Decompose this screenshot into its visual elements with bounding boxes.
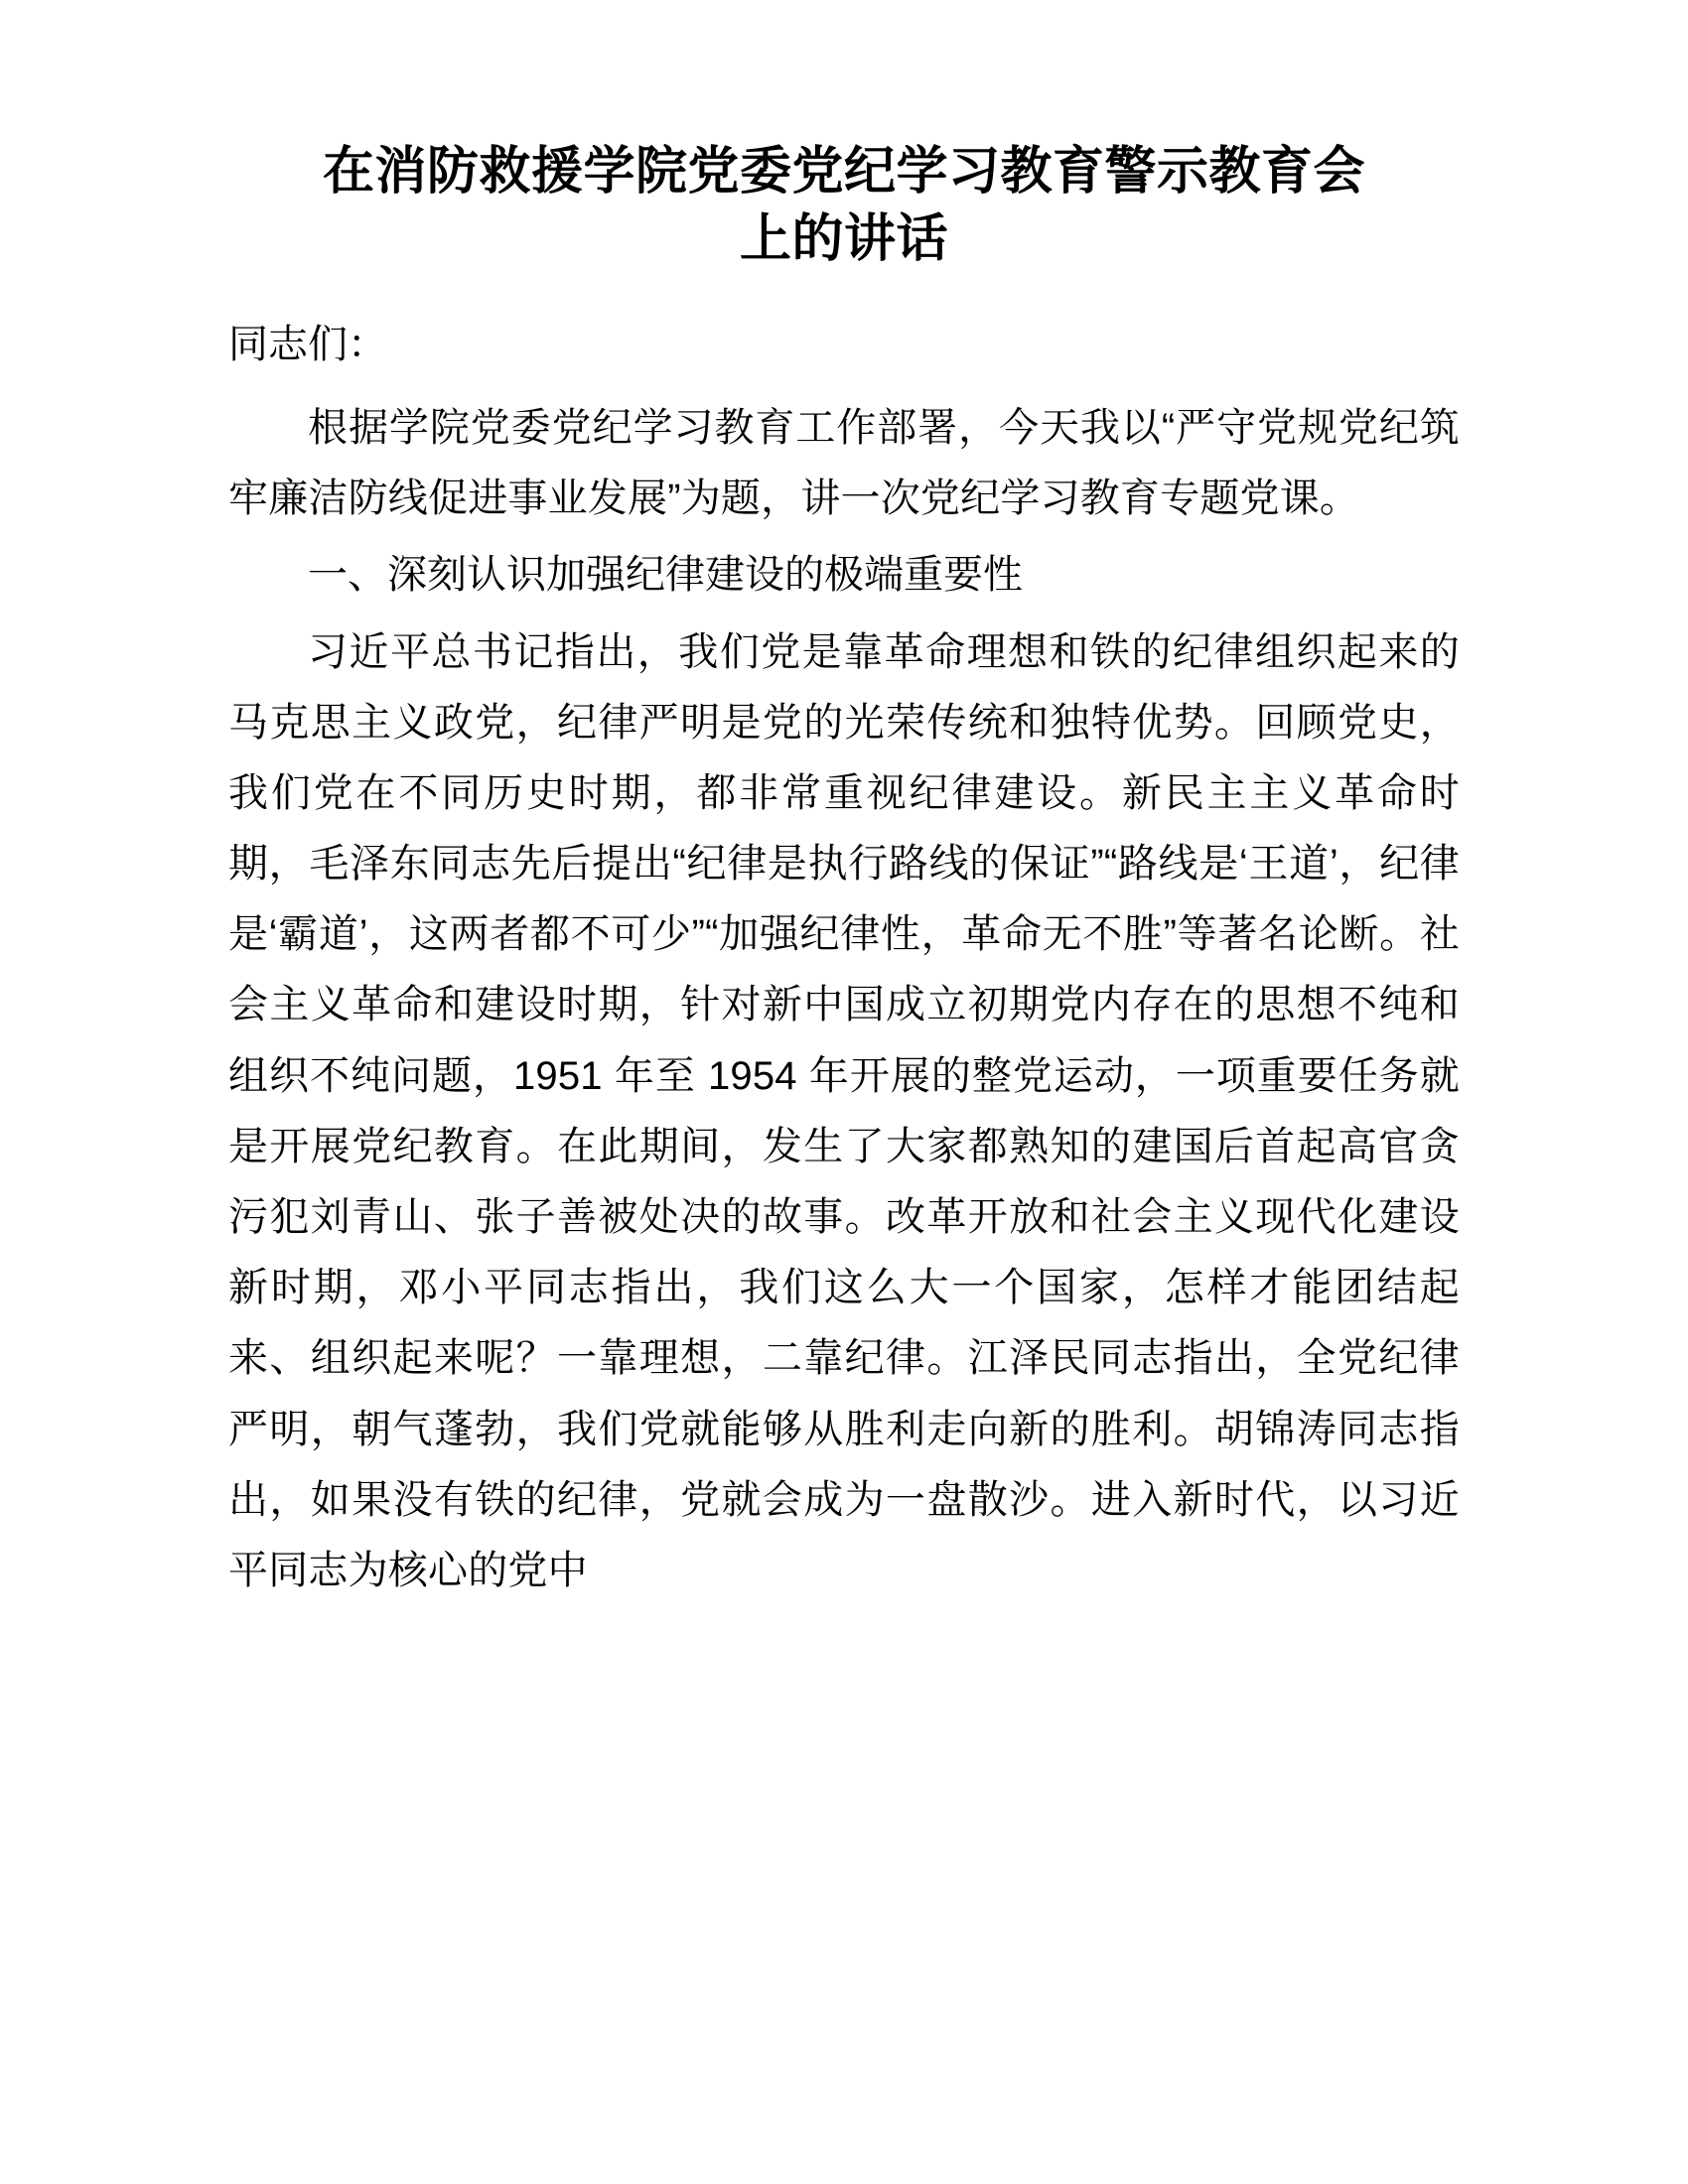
document-title-line-1: 在消防救援学院党委党纪学习教育警示教育会 — [322, 143, 1365, 201]
section-heading-1: 一、深刻认识加强纪律建设的极端重要性 — [308, 553, 1023, 598]
body-paragraph-1: 习近平总书记指出，我们党是靠革命理想和铁的纪律组织起来的马克思主义政党，纪律严明是党的光荣传统和独特优势。回顾党史，我们党在不同历史时期，都非常重视纪律建设。新民主主义革命时期，毛泽东同志先后提出“纪律是执行路线的保证”“路线是‘王道’，纪律是‘霸道’，这两者都不可少”“加强纪律性，革命无不胜”等著名论断。社会主义革命和建设时期，针对新中国成立初期党内存在的思想不纯和组织不纯问题，1951 年至 1954 年开展的整党运动，一项重要任务就是开展党纪教育。在此期间，发生了大家都熟知的建国后首起高官贪污犯刘青山、张子善被处决的故事。改革开放和社会主义现代化建设新时期，邓小平同志指出，我们这么大一个国家，怎样才能团结起来、组织起来呢？一靠理想，二靠纪律。江泽民同志指出，全党纪律严明，朝气蓬勃，我们党就能够从胜利走向新的胜利。胡锦涛同志指出，如果没有铁的纪律，党就会成为一盘散沙。进入新时代，以习近平同志为核心的党中 — [228, 629, 1460, 1592]
document-title — [228, 139, 1460, 273]
document-title-line-2: 上的讲话 — [739, 209, 948, 268]
intro-paragraph: 根据学院党委党纪学习教育工作部署，今天我以“严守党规党纪筑牢廉洁防线促进事业发展”为题，讲一次党纪学习教育专题党课。 — [228, 405, 1460, 521]
salutation: 同志们： — [228, 323, 387, 367]
